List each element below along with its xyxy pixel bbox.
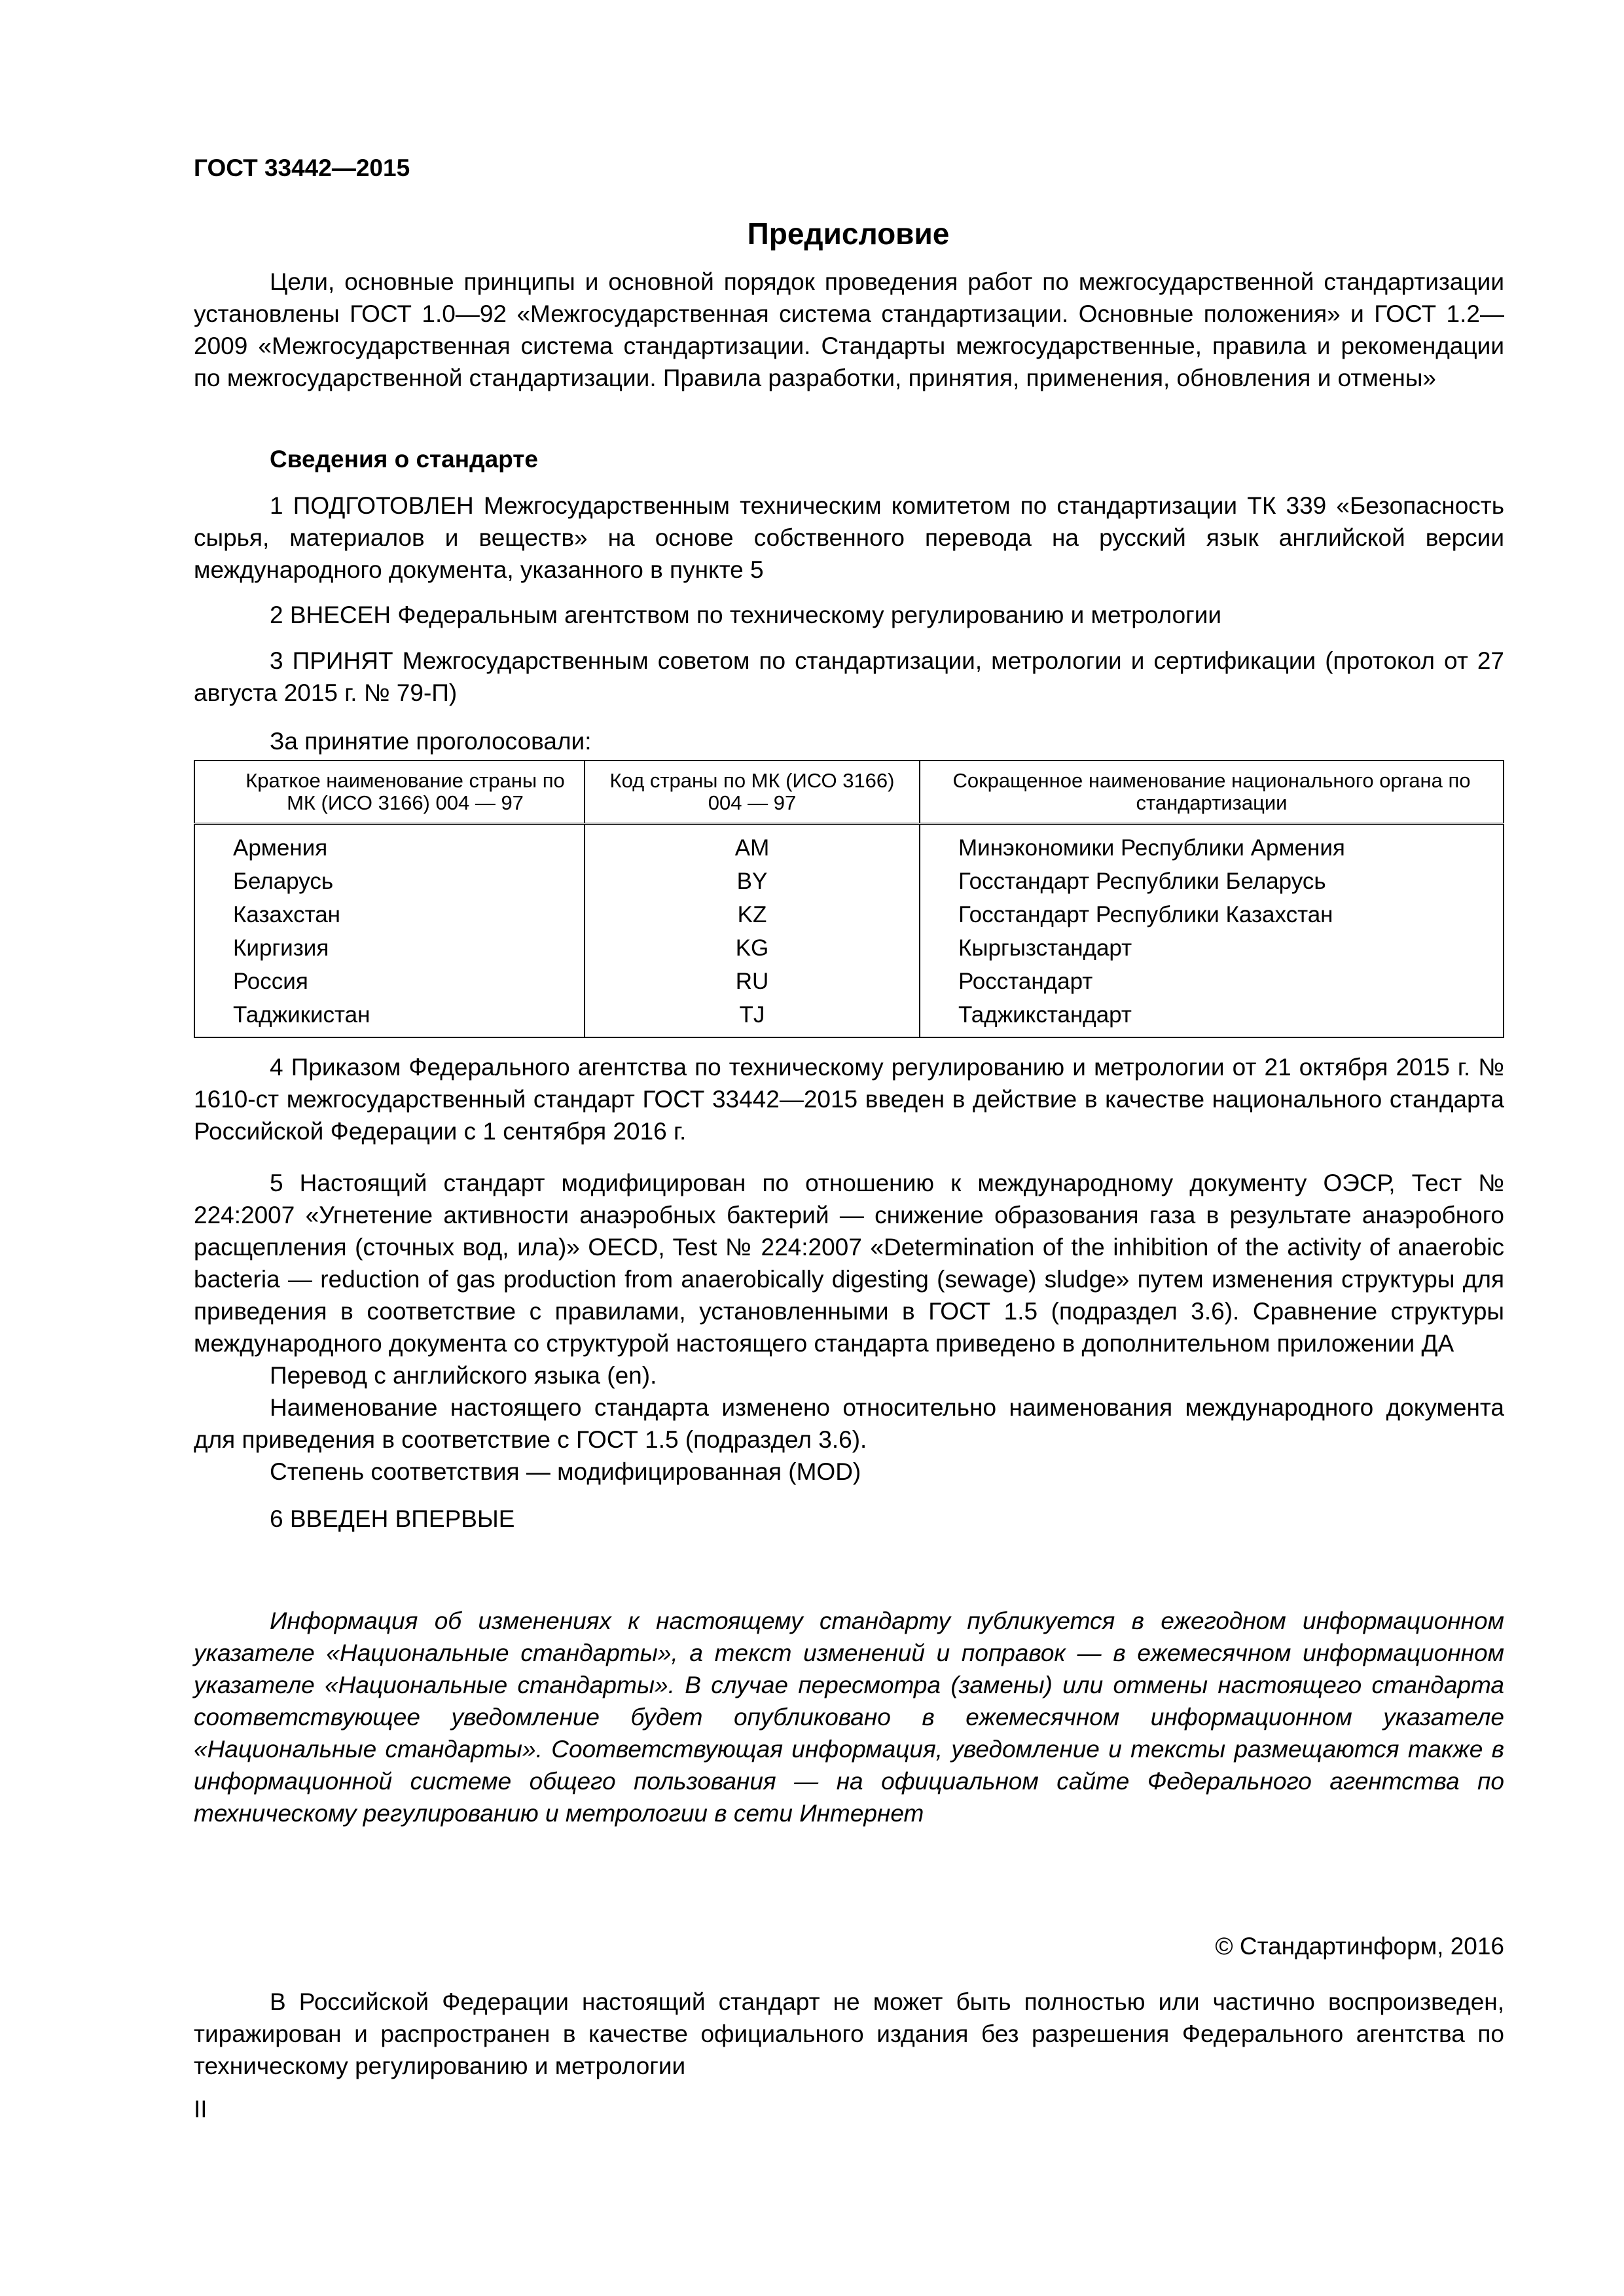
body-cell: Минэкономики Республики Армения xyxy=(920,824,1504,865)
item-3-text: 3 ПРИНЯТ Межгосударственным советом по стандартизации, метрологии и сертификации (протокол от 27 августа 2015 г. № 79-П) xyxy=(194,647,1504,706)
country-cell: Россия xyxy=(194,965,585,998)
country-cell: Таджикистан xyxy=(194,998,585,1037)
item-5-name-note: Наименование настоящего стандарта изменено относительно наименования международного документа для приведения в соответствие с ГОСТ 1.5 (подраздел 3.6). xyxy=(194,1394,1504,1453)
rights-note-text: В Российской Федерации настоящий стандарт не может быть полностью или частично воспроизведен, тиражирован и распространен в качестве официального издания без разрешения Федерального агентства по техническому регулированию и метрологии xyxy=(194,1988,1504,2079)
country-cell: Казахстан xyxy=(194,898,585,931)
item-4 xyxy=(194,1051,1504,1147)
country-cell: Киргизия xyxy=(194,931,585,965)
section-title: Сведения о стандарте xyxy=(270,446,538,473)
code-cell: AM xyxy=(585,824,920,865)
header-body: Сокращенное наименование национального органа по стандартизации xyxy=(920,761,1504,824)
item-1 xyxy=(194,490,1504,586)
header-code: Код страны по МК (ИСО 3166) 004 — 97 xyxy=(585,761,920,824)
table-row xyxy=(194,824,1504,865)
info-note-text: Информация об изменениях к настоящему стандарту публикуется в ежегодном информационном указателе «Национальные стандарты», а текст изменений и поправок — в ежемесячном информационном указателе «Национальные стандарты». В случае пересмотра (замены) или отмены настоящего стандарта соответствующее уведомление будет опубликовано в ежемесячном информационном указателе «Национальные стандарты». Соответствующая информация, уведомление и тексты размещаются также в информационной системе общего пользования — на официальном сайте Федерального агентства по техническому регулированию и метрологии в сети Интернет xyxy=(194,1607,1504,1827)
code-cell: TJ xyxy=(585,998,920,1037)
country-cell: Беларусь xyxy=(194,865,585,898)
header-country: Краткое наименование страны по МК (ИСО 3166) 004 — 97 xyxy=(194,761,585,824)
item-4-text: 4 Приказом Федерального агентства по техническому регулированию и метрологии от 21 октября 2015 г. № 1610-ст межгосударственный стандарт ГОСТ 33442—2015 введен в действие в качестве национального стандарта Российской Федерации с 1 сентября 2016 г. xyxy=(194,1054,1504,1145)
table-header-row xyxy=(194,761,1504,824)
page-title: Предисловие xyxy=(747,217,950,251)
item-5-language: Перевод с английского языка (en). xyxy=(270,1362,657,1389)
item-5-text: 5 Настоящий стандарт модифицирован по отношению к международному документу ОЭСР, Тест № 224:2007 «Угнетение активности анаэробных бактерий — снижение образования газа в результате анаэробного расщепления (сточных вод, ила)» OECD, Test № 224:2007 «Determination of the inhibition of the activity of anaerobic bacteria — reduction of gas production from anaerobically digesting (sewage) sludge» путем изменения структуры для приведения в соответствие с правилами, установленными в ГОСТ 1.5 (подраздел 3.6). Сравнение структуры международного документа со структурой настоящего стандарта приведено в дополнительном приложении ДА xyxy=(194,1170,1504,1357)
code-cell: KZ xyxy=(585,898,920,931)
body-cell: Кыргызстандарт xyxy=(920,931,1504,965)
item-2 xyxy=(194,599,1504,631)
intro-text: Цели, основные принципы и основной порядок проведения работ по межгосударственной стандартизации установлены ГОСТ 1.0—92 «Межгосударственная система стандартизации. Основные положения» и ГОСТ 1.2—2009 «Межгосударственная система стандартизации. Стандарты межгосударственные, правила и рекомендации по межгосударственной стандартизации. Правила разработки, принятия, применения, обновления и отмены» xyxy=(194,268,1504,391)
code-cell: BY xyxy=(585,865,920,898)
item-1-text: 1 ПОДГОТОВЛЕН Межгосударственным техническим комитетом по стандартизации ТК 339 «Безопасность сырья, материалов и веществ» на основе собственного перевода на русский язык английской версии международного документа, указанного в пункте 5 xyxy=(194,492,1504,583)
item-2-text: 2 ВНЕСЕН Федеральным агентством по техническому регулированию и метрологии xyxy=(270,601,1222,628)
table-row xyxy=(194,865,1504,898)
voting-table xyxy=(194,760,1504,1038)
section-heading xyxy=(194,443,1504,475)
vote-label xyxy=(194,725,1504,757)
item-5 xyxy=(194,1167,1504,1535)
table-row xyxy=(194,965,1504,998)
body-cell: Таджикстандарт xyxy=(920,998,1504,1037)
table-row xyxy=(194,898,1504,931)
country-cell: Армения xyxy=(194,824,585,865)
copyright: © Стандартинформ, 2016 xyxy=(1215,1933,1504,1960)
code-cell: RU xyxy=(585,965,920,998)
body-cell: Госстандарт Республики Казахстан xyxy=(920,898,1504,931)
countries-table xyxy=(194,760,1504,1038)
table-row xyxy=(194,931,1504,965)
document-code: ГОСТ 33442—2015 xyxy=(194,154,410,181)
info-note xyxy=(194,1605,1504,1829)
vote-text: За принятие проголосовали: xyxy=(270,728,592,755)
body-cell: Росстандарт xyxy=(920,965,1504,998)
intro-paragraph xyxy=(194,266,1504,394)
item-3 xyxy=(194,645,1504,709)
page-number: II xyxy=(194,2096,208,2123)
body-cell: Госстандарт Республики Беларусь xyxy=(920,865,1504,898)
table-row xyxy=(194,998,1504,1037)
rights-note xyxy=(194,1986,1504,2082)
item-5-degree: Степень соответствия — модифицированная (MOD) xyxy=(270,1458,861,1485)
item-6-text: 6 ВВЕДЕН ВПЕРВЫЕ xyxy=(270,1505,515,1532)
code-cell: KG xyxy=(585,931,920,965)
